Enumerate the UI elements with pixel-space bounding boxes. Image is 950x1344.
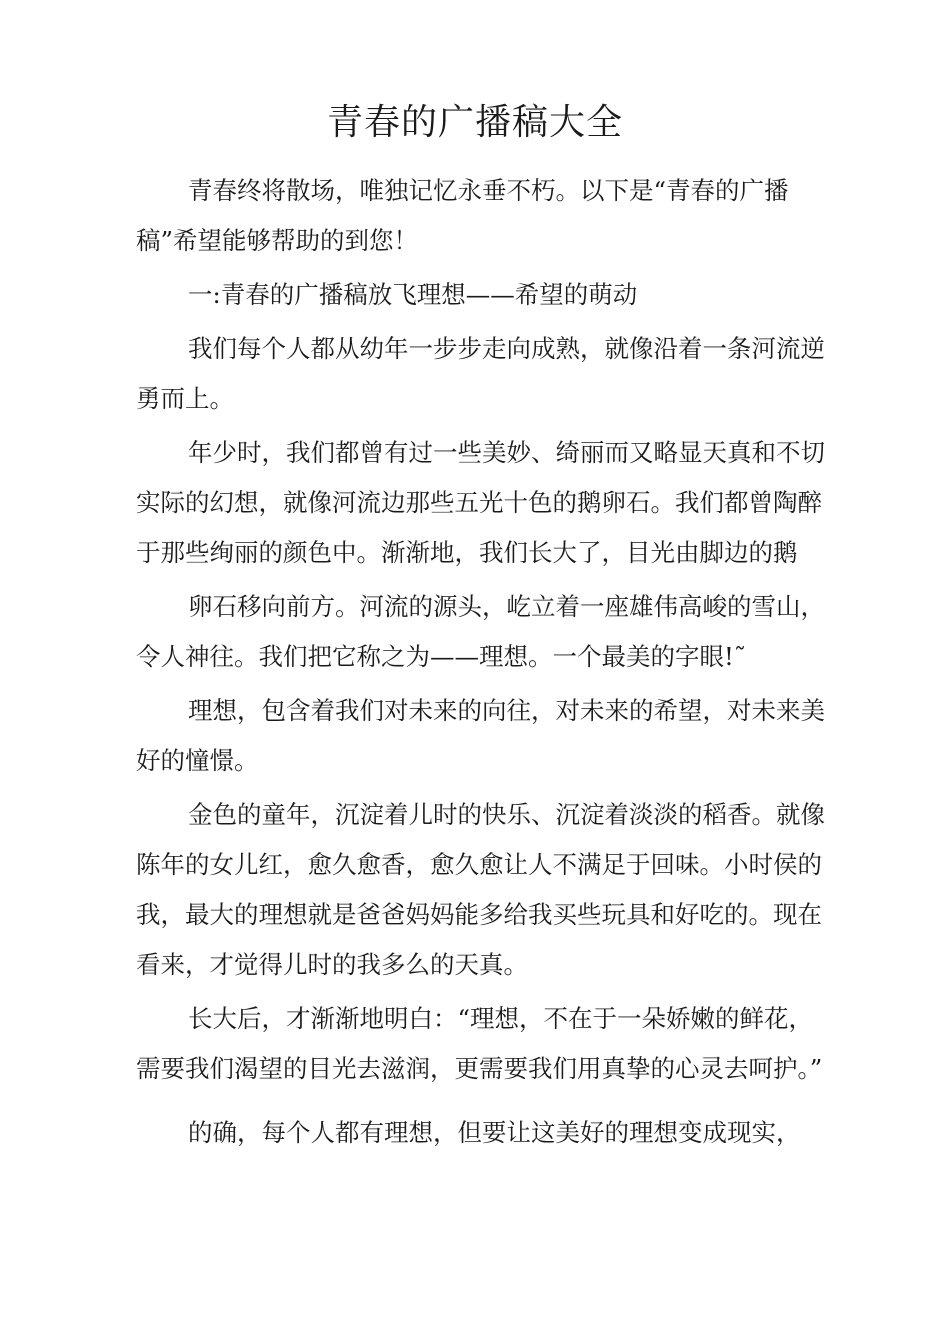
paragraph: 卵石移向前方。河流的源头，屹立着一座雄伟高峻的雪山，令人神往。我们把它称之为——理想。一个最美的字眼!˜	[136, 592, 825, 671]
paragraph: 的确，每个人都有理想，但要让这美好的理想变成现实，	[188, 1118, 801, 1147]
paragraph: 年少时，我们都曾有过一些美妙、绮丽而又略显天真和不切实际的幻想，就像河流边那些五光十色的鹅卵石。我们都曾陶醉于那些绚丽的颜色中。渐渐地，我们长大了，目光由脚边的鹅	[136, 438, 825, 567]
paragraph: 金色的童年，沉淀着儿时的快乐、沉淀着淡淡的稻香。就像陈年的女儿红，愈久愈香，愈久愈让人不满足于回味。小时侯的我，最大的理想就是爸爸妈妈能多给我买些玩具和好吃的。现在看来，才觉得儿时的我多么的天真。	[136, 800, 825, 979]
paragraph-section-heading: 一:青春的广播稿放飞理想——希望的萌动	[188, 280, 638, 309]
paragraph: 我们每个人都从幼年一步步走向成熟，就像沿着一条河流逆勇而上。	[136, 334, 825, 413]
paragraph: 长大后，才渐渐地明白：“理想，不在于一朵娇嫩的鲜花，需要我们渴望的目光去滋润，更需要我们用真挚的心灵去呵护。”	[136, 1004, 823, 1083]
page-title: 青春的广播稿大全	[326, 102, 623, 143]
document-body	[136, 166, 828, 1162]
paragraph: 理想，包含着我们对未来的向往，对未来的希望，对未来美好的憧憬。	[136, 696, 825, 775]
paragraph-intro: 青春终将散场，唯独记忆永垂不朽。以下是“青春的广播稿”希望能够帮助的到您！	[136, 176, 789, 255]
